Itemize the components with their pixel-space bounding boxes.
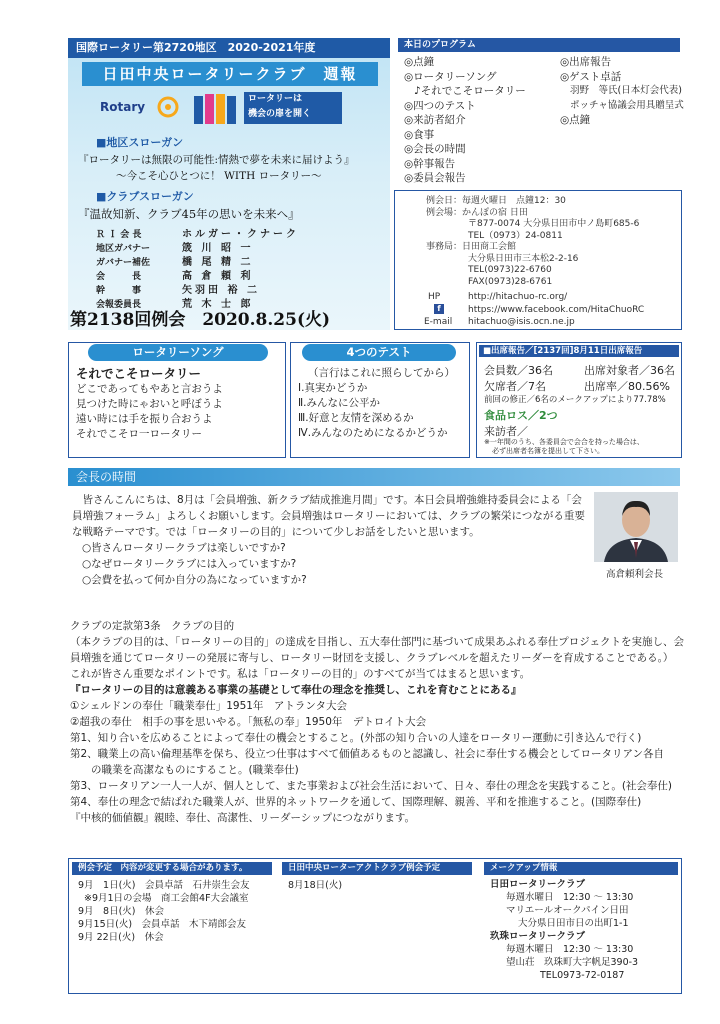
meeting-title: 第2138回例会 2020.8.25(火): [70, 310, 331, 330]
district-slogan-1: 『ロータリーは無限の可能性:情熱で夢を未来に届けよう』: [78, 154, 355, 166]
program-item: ◎来訪者紹介: [404, 114, 466, 126]
club-slogan-head: ■クラブスローガン: [96, 190, 194, 203]
question-line: ○会費を払って何か自分の為になっていますか?: [82, 574, 307, 586]
body-line: 『中核的価値観』親睦、奉仕、高潔性、リーダーシップにつながります。: [70, 812, 416, 824]
program-item: ◎委員会報告: [404, 172, 466, 184]
schedule-line: ※9月1日の会場 商工会館4F大会議室: [84, 893, 249, 904]
schedule-line: 9月 1日(火) 会員卓話 石井崇生会友: [78, 880, 250, 891]
officers-list: [96, 228, 299, 312]
attendance-members: 会員数／36名: [484, 364, 553, 377]
makeup-line: 毎週木曜日 12:30 ～ 13:30: [506, 944, 634, 955]
program-item: ◎点鐘: [404, 56, 435, 68]
makeup-club: 日田ロータリークラブ: [490, 879, 586, 890]
district-slogan-2: ～今こそ心ひとつに！ WITH ロータリー～: [116, 170, 322, 182]
food-loss: 食品ロス／2つ: [484, 409, 558, 422]
schedule-line: 9月 22日(火) 休会: [78, 932, 164, 943]
lyric-line: 遠い時には手を振り合おうよ: [76, 413, 213, 425]
program-item: ◎会長の時間: [404, 143, 466, 155]
program-item: ◎出席報告: [560, 56, 612, 68]
attendance-note: [484, 438, 644, 456]
body-line: （本クラブの目的は、「ロータリーの目的」の達成を目指し、五大奉仕部門に基づいて成果あふれる奉仕プロジェクトを実施し、会: [70, 636, 685, 648]
program-item: ◎ロータリーソング: [404, 70, 497, 83]
body-line: クラブの定款第3条 クラブの目的: [70, 620, 235, 632]
info-line: 例会場：かんぽの宿 日田: [426, 207, 528, 218]
makeup-line: 望山荘 玖珠町大字帆足390-3: [506, 957, 639, 968]
lyric-line: 見つけた時にゃおいと呼ぼうよ: [76, 398, 223, 410]
email-label: E-mail: [424, 317, 453, 327]
officer-row: Ｒ Ｉ 会 長 ホルガー・クナーク: [96, 229, 299, 240]
attendance-head: ■出席報告／[2137回]8月11日出席報告: [479, 345, 679, 357]
makeup-head: メークアップ情報: [484, 862, 678, 875]
body-line: ②超我の奉仕 相手の事を思いやる。「無私の奉」1950年 デトロイト大会: [70, 716, 427, 728]
lyric-line: それでこそロ一ロータリー: [76, 428, 202, 440]
rotary-wheel-logo: [100, 96, 182, 118]
president-section-bar: 会長の時間: [68, 468, 680, 486]
program-item: ◎ゲスト卓話: [560, 70, 622, 83]
president-photo: [594, 492, 678, 562]
program-right-list: [560, 55, 684, 128]
officer-row: 会報委員長 荒 木 士 郎: [96, 299, 254, 310]
program-item: ◎点鐘: [560, 114, 591, 126]
four-test-head: 4つのテスト: [302, 344, 456, 361]
door-logo-line2: 機会の扉を開く: [248, 109, 312, 119]
attendance-eligible: 出席対象者／36名: [584, 364, 675, 377]
body-line: 第1、知り合いを広めることによって奉仕の機会とすること。(外部の知り合いの人達をロータリー運動に引き込んで行く): [70, 732, 642, 744]
club-info-lines: [426, 196, 639, 288]
info-line: 〒877-0074 大分県日田市中ノ島町685-6: [468, 219, 640, 229]
attendance-visitors: 来訪者／: [484, 425, 528, 438]
body-line: 員増強を通じてロータリーの発展に寄与し、ロータリー財団を支援し、クラブレベルを超えたリーダーを育成することである。）: [70, 652, 674, 664]
info-line: FAX(0973)28-6761: [468, 276, 553, 287]
rotary-logo-text: Rotary: [100, 100, 146, 114]
body-line: 第4、奉仕の理念で結ばれた職業人が、世界的ネットワークを通して、国際理解、親善、平和を推進すること。(国際奉仕): [70, 796, 642, 808]
club-slogan: 『温故知新、クラブ45年の思いを未来へ』: [78, 207, 300, 221]
lyric-line: どこであってもやあと言おうよ: [76, 383, 223, 395]
attendance-makeup: 前回の修正／6名のメークアップにより77.78%: [484, 395, 666, 405]
info-line: 大分県日田市三本松2-2-16: [468, 253, 579, 264]
makeup-line: TEL0973-72-0187: [540, 970, 625, 981]
president-paragraph: 皆さんこんにちは、8月は「会員増強、新クラブ結成推進月間」です。本日会員増強維持委員会による「会員増強フォーラム」よろしくお願いします。会員増強はロータリーにおいては、クラブの繁栄につながる重要な戦略テーマです。では「ロータリーの目的」について少しお話をしたいと思います。: [72, 494, 585, 538]
officer-row: ガバナー補佐 橋 尾 精 二: [96, 257, 254, 268]
program-item: ポッチャ協議会用具贈呈式: [570, 99, 684, 111]
makeup-line: マリエールオークパイン日田: [506, 905, 629, 916]
schedule-box: [72, 862, 272, 944]
test-line: （言行はこれに照らしてから）: [308, 367, 455, 379]
district-bar: 国際ロータリー第2720地区 2020-2021年度: [68, 38, 390, 58]
schedule-head: 例会予定 内容が変更する場合があります。: [72, 862, 272, 875]
attendance-rate: 出席率／80.56%: [584, 380, 670, 393]
hp-link[interactable]: http://hitachuo-rc.org/: [468, 292, 568, 302]
question-line: ○なぜロータリークラブには入っていますか?: [82, 558, 297, 570]
program-item: ◎食事: [404, 128, 435, 141]
info-line: TEL(0973)22-6760: [468, 265, 552, 275]
door-logo: [194, 92, 346, 124]
test-line: Ⅰ.真実かどうか: [298, 382, 368, 394]
body-line: 第3、ロータリアン一人一人が、個人として、また事業および社会生活において、日々、奉仕の理念を実践すること。(社会奉仕): [70, 780, 673, 792]
rotaract-head: 日田中央ローターアクトクラブ例会予定: [282, 862, 472, 875]
note-line: ※一年間のうち、各委員会で会合を持った場合は、: [484, 438, 644, 446]
program-item: ◎四つのテスト: [404, 99, 476, 112]
program-item: ◎幹事報告: [404, 157, 456, 170]
president-body: [72, 492, 588, 588]
door-logo-line1: ロータリーは: [248, 94, 303, 104]
email-link[interactable]: hitachuo@isis.ocn.ne.jp: [468, 317, 575, 327]
program-item: 羽野 等氏(日本灯会代表): [570, 85, 682, 96]
officer-row: 地区ガバナー 筬 川 昭 一: [96, 243, 254, 254]
club-title: 日田中央ロータリークラブ 週報: [82, 62, 378, 86]
officer-row: 幹 事 矢羽田 裕 二: [96, 285, 260, 296]
body-line: 『ロータリーの目的は意義ある事業の基礎として奉仕の理念を推奨し、これを育むことにある』: [70, 684, 522, 696]
hp-label: HP: [428, 292, 441, 302]
info-line: 事務局：日田商工会館: [426, 242, 517, 252]
makeup-line: 大分県日田市日の出町1-1: [518, 918, 629, 929]
president-lower-text: [70, 618, 685, 826]
schedule-line: 9月15日(火) 会員卓話 木下靖郎会友: [78, 919, 247, 930]
info-line: TEL（0973）24-0811: [468, 230, 563, 241]
makeup-line: 毎週水曜日 12:30 ～ 13:30: [506, 892, 634, 903]
facebook-link[interactable]: https://www.facebook.com/HitaChuoRC: [468, 305, 645, 315]
rotaract-line: 8月18日(火): [288, 880, 343, 891]
test-line: Ⅳ.みんなのためになるかどうか: [298, 427, 448, 439]
rotaract-box: [282, 862, 472, 892]
note-line: 必ず出席者名簿を提出して下さい。: [492, 447, 604, 455]
body-line: 第2、職業上の高い倫理基準を保ち、役立つ仕事はすべて価値あるものと認識し、社会に奉仕する機会としてロータリアン各自: [70, 748, 665, 760]
door-icon: [194, 92, 238, 124]
body-line: これが皆さん重要なポイントです。私は「ロータリーの目的」のすべてが当てはまると思います。: [70, 668, 531, 680]
officer-row: 会 長 高 倉 頼 利: [96, 271, 254, 282]
makeup-club: 玖珠ロータリークラブ: [490, 931, 586, 942]
district-slogan-head: ■地区スローガン: [96, 136, 184, 149]
makeup-box: [484, 862, 678, 982]
schedule-line: 9月 8日(火) 休会: [78, 906, 165, 917]
info-line: 例会日：毎週火曜日 点鐘12：30: [426, 196, 566, 206]
question-line: ○皆さんロータリークラブは楽しいですか?: [82, 542, 286, 554]
president-photo-caption: 高倉頼利会長: [606, 569, 664, 580]
test-line: Ⅲ.好意と友情を深めるか: [298, 412, 414, 424]
song-title: それでこそロータリー: [76, 366, 202, 381]
program-left-list: [404, 55, 526, 186]
test-line: Ⅱ.みんなに公平か: [298, 397, 381, 409]
four-test-list: [298, 366, 455, 441]
program-item: ♪それでこそロータリー: [414, 85, 526, 97]
attendance-absent: 欠席者／7名: [484, 380, 546, 393]
song-lyrics: [76, 382, 223, 442]
body-line: ①シェルドンの奉仕「職業奉仕」1951年 アトランタ大会: [70, 700, 348, 712]
body-line: の職業を高潔なものにすること。(職業奉仕): [70, 764, 299, 776]
program-head: 本日のプログラム: [398, 38, 680, 52]
facebook-icon: f: [434, 304, 444, 314]
song-head: ロータリーソング: [88, 344, 268, 361]
